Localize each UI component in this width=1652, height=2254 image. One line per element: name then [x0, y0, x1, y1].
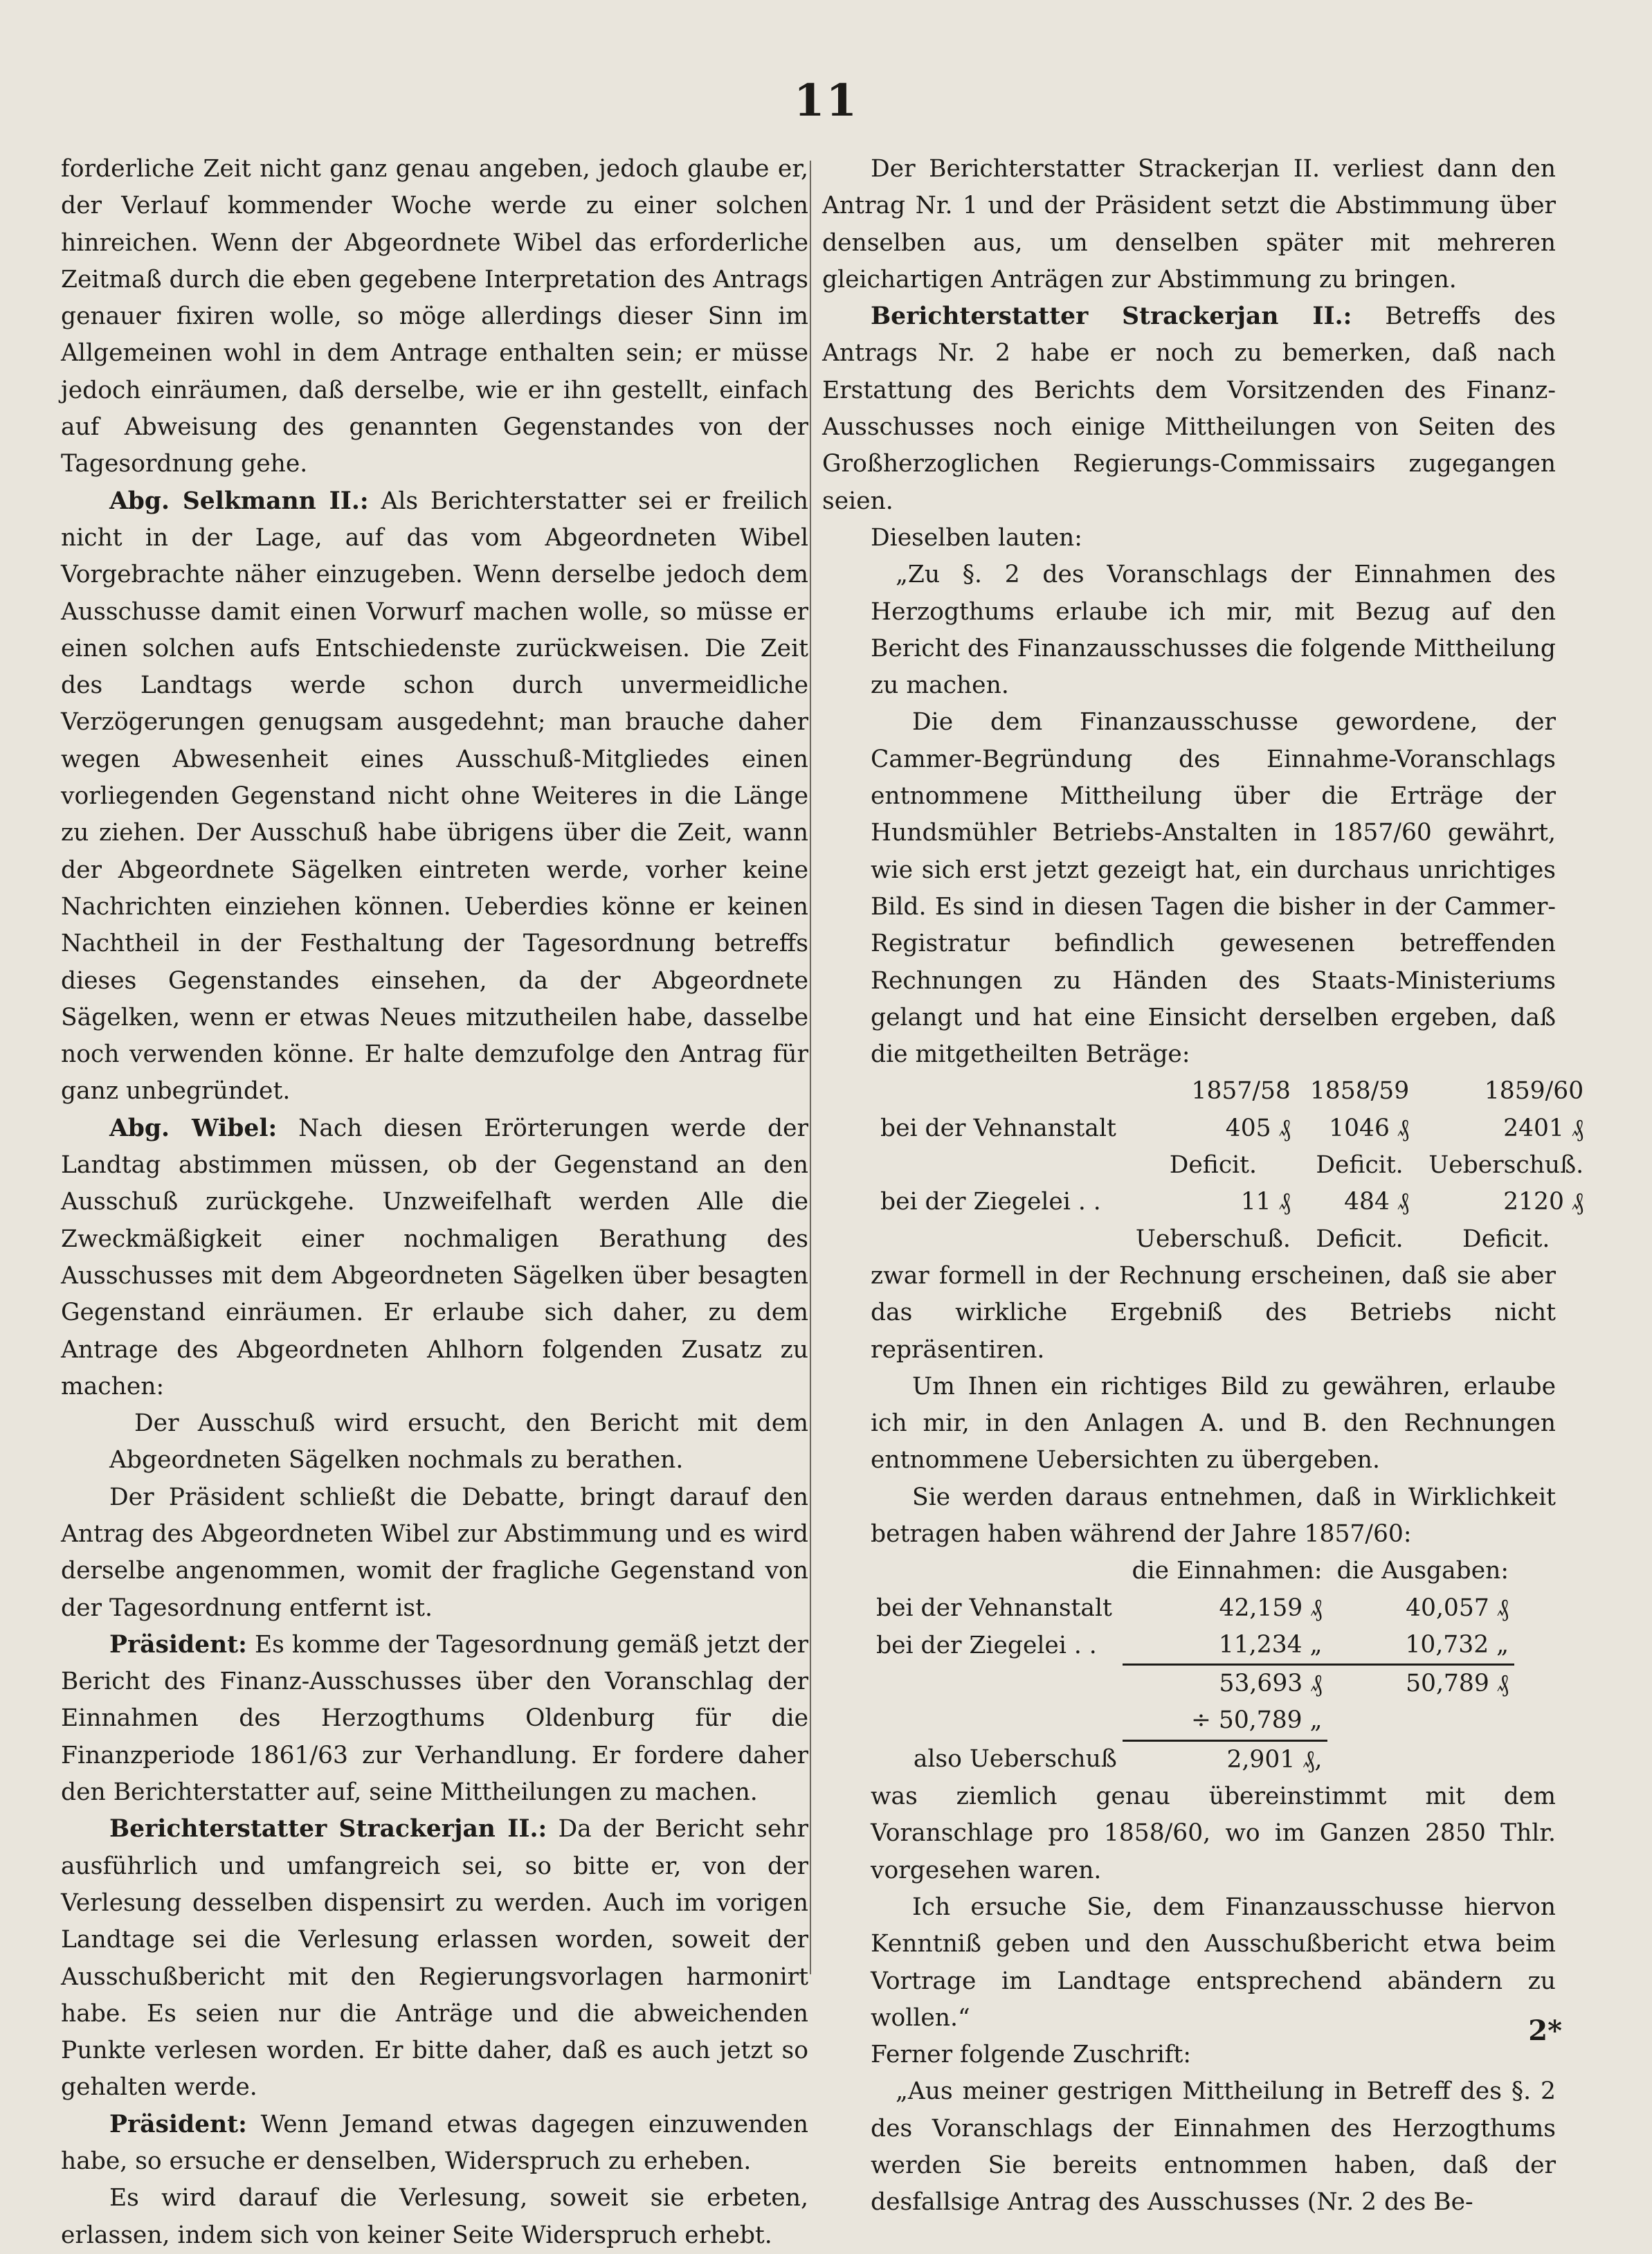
- speech-text: Betreffs des Antrags Nr. 2 habe er noch zu bemerken, daß nach Erstattung des Berichts dem Vorsitzenden des Finanz-Ausschusses noch einige Mittheilungen von Seiten des Großherzoglichen Regierungs-Commissairs zugegangen seien.: [822, 303, 1556, 515]
- speaker-name: Abg. Wibel:: [109, 1114, 278, 1142]
- paragraph: Der Präsident schließt die Debatte, bringt darauf den Antrag des Abgeordneten Wibel zur Abstimmung und es wird derselbe angenommen, womit der fragliche Gegenstand von der Tagesordnung entfernt ist.: [61, 1483, 808, 1622]
- note-cell: Ueberschuß.: [1135, 1225, 1291, 1253]
- note-cell: Deficit.: [1316, 1225, 1404, 1253]
- table-row: [871, 1110, 1593, 1147]
- row-label: bei der Vehnanstalt: [880, 1114, 1116, 1142]
- paragraph: forderliche Zeit nicht ganz genau angeben, jedoch glaube er, der Verlauf kommender Woche werde zu einer solchen hinreichen. Wenn der Abgeordnete Wibel das erforderliche Zeitmaß durch die eben gegebene Interpretation des Antrags genauer fixiren wolle, so möge allerdings dieser Sinn im Allgemeinen wohl in dem Antrage enthalten sein; er müsse jedoch einräumen, daß derselbe, wie er ihn gestellt, einfach auf Abweisung des genannten Gegenstandes von der Tagesordnung gehe.: [61, 155, 808, 478]
- paragraph: [61, 483, 808, 1110]
- amount-cell: 2401 ₰: [1503, 1114, 1584, 1142]
- speaker-name: Berichterstatter Strackerjan II.:: [109, 1815, 547, 1843]
- row-label: bei der Ziegelei . .: [876, 1631, 1097, 1659]
- table-row: [871, 1184, 1593, 1220]
- amount-cell: 11,234 „: [1218, 1630, 1323, 1659]
- quoted-paragraph: Um Ihnen ein richtiges Bild zu gewähren, erlaube ich mir, in den Anlagen A. und B. den Rechnungen entnommene Uebersichten zu übergeben.: [871, 1372, 1556, 1475]
- quoted-paragraph: Sie werden daraus entnehmen, daß in Wirklichkeit betragen haben während der Jahre 1857/60:: [871, 1483, 1556, 1548]
- paragraph: Ferner folgende Zuschrift:: [871, 2041, 1192, 2069]
- paragraph: Es wird darauf die Verlesung, soweit sie erbeten, erlassen, indem sich von keiner Seite Widerspruch erhebt.: [61, 2184, 808, 2249]
- column-header: die Einnahmen:: [1132, 1557, 1323, 1585]
- note-cell: Deficit.: [1316, 1151, 1404, 1180]
- quoted-paragraph: „Zu §. 2 des Voranschlags der Einnahmen des Herzogthums erlaube ich mir, mit Bezug auf den Bericht des Finanzausschusses die folgende Mittheilung zu machen.: [871, 561, 1556, 700]
- amount-cell: 484 ₰: [1344, 1188, 1410, 1216]
- quoted-paragraph: „Aus meiner gestrigen Mittheilung in Betreff des §. 2 des Voranschlags der Einnahmen des Herzogthums werden Sie bereits entnommen haben, daß der desfallsige Antrag des Ausschusses (Nr. 2 des Be-: [871, 2077, 1556, 2217]
- paragraph: Der Berichterstatter Strackerjan II. verliest dann den Antrag Nr. 1 und der Präsident setzt die Abstimmung über denselben aus, um denselben später mit mehreren gleichartigen Anträgen zur Abstimmung zu bringen.: [822, 155, 1556, 294]
- note-cell: Ueberschuß.: [1428, 1151, 1584, 1180]
- motion-text: Der Ausschuß wird ersucht, den Bericht mit dem Abgeordneten Sägelken nochmals zu berathen.: [109, 1409, 808, 1475]
- table-row: [871, 1553, 1514, 1589]
- speech-text: Wenn Jemand etwas dagegen einzuwenden habe, so ersuche er denselben, Widerspruch zu erheben.: [61, 2110, 808, 2176]
- note-cell: Deficit.: [1462, 1225, 1550, 1253]
- amount-cell: 2120 ₰: [1503, 1188, 1584, 1216]
- amount-cell: 11 ₰: [1240, 1188, 1291, 1216]
- table-row: [871, 1702, 1514, 1740]
- note-cell: Deficit.: [1169, 1151, 1258, 1180]
- year-header: 1858/59: [1309, 1077, 1410, 1106]
- page-number: 11: [793, 75, 859, 127]
- amount-cell: 405 ₰: [1225, 1114, 1291, 1142]
- paragraph: [61, 1811, 808, 2106]
- table-row: [871, 1740, 1514, 1778]
- paragraph: [61, 2107, 808, 2181]
- sum-cell: 53,693 ₰: [1123, 1665, 1328, 1703]
- row-label: also Ueberschuß: [913, 1745, 1117, 1774]
- column-header: die Ausgaben:: [1336, 1557, 1509, 1585]
- year-header: 1857/58: [1191, 1077, 1291, 1106]
- amount-cell: 1046 ₰: [1329, 1114, 1410, 1142]
- signature-mark: 2*: [1528, 2014, 1562, 2047]
- year-header: 1859/60: [1484, 1077, 1584, 1106]
- paragraph: Dieselben lauten:: [871, 523, 1082, 552]
- speaker-name: Berichterstatter Strackerjan II.:: [871, 303, 1352, 331]
- quoted-paragraph: Ich ersuche Sie, dem Finanzausschusse hiervon Kenntniß geben und den Ausschußbericht etwa beim Vortrage im Landtage entsprechend abändern zu wollen.“: [871, 1893, 1556, 2032]
- column-divider: [810, 161, 811, 1974]
- table-row: [871, 1147, 1593, 1184]
- amount-cell: 10,732 „: [1405, 1630, 1509, 1659]
- paragraph: [822, 298, 1556, 520]
- table-row: [871, 1627, 1514, 1665]
- left-column: [61, 151, 808, 2254]
- table-row: [871, 1073, 1593, 1110]
- amount-cell: 42,159 ₰: [1219, 1594, 1323, 1622]
- table-row: [871, 1221, 1593, 1258]
- amount-cell: 40,057 ₰: [1406, 1594, 1509, 1622]
- row-label: bei der Vehnanstalt: [876, 1594, 1112, 1622]
- quoted-paragraph: Die dem Finanzausschusse gewordene, der Cammer-Begründung des Einnahme-Voranschlags entnommene Mittheilung über die Erträge der Hundsmühler Betriebs-Anstalten in 1857/60 gewährt, wie sich erst jetzt gezeigt hat, ein durchaus unrichtiges Bild. Es sind in diesen Tagen die bisher in der Cammer-Registratur befindlich gewesenen betreffenden Rechnungen zu Händen des Staats-Ministeriums gelangt und hat eine Einsicht derselben ergeben, daß die mitgetheilten Beträge:: [871, 708, 1556, 1069]
- surplus-cell: 2,901 ₰,: [1123, 1740, 1328, 1778]
- speech-text: Als Berichterstatter sei er freilich nicht in der Lage, auf das vom Abgeordneten Wibel Vorgebrachte näher einzugeben. Wenn derselbe jedoch dem Ausschusse damit einen Vorwurf machen wolle, so müsse er einen solchen aufs Entschiedenste zurückweisen. Die Zeit des Landtags werde schon durch unvermeidliche Verzögerungen genugsam ausgedehnt; man brauche daher wegen Abwesenheit eines Ausschuß-Mitgliedes einen vorliegenden Gegenstand nicht ohne Weiteres in die Länge zu ziehen. Der Ausschuß habe übrigens über die Zeit, wann der Abgeordnete Sägelken eintreten werde, vorher keine Nachrichten einziehen können. Ueberdies könne er keinen Nachtheil in der Festhaltung der Tagesordnung betreffs dieses Gegenstandes einsehen, da der Abgeordnete Sägelken, wenn er etwas Neues mitzutheilen habe, dasselbe noch verwenden könne. Er halte demzufolge den Antrag für ganz unbegründet.: [61, 487, 808, 1106]
- paragraph: [61, 1110, 808, 1405]
- sum-cell: 50,789 ₰: [1327, 1665, 1514, 1703]
- quoted-paragraph: was ziemlich genau übereinstimmt mit dem Voranschlage pro 1858/60, wo im Ganzen 2850 Thlr. vorgesehen waren.: [871, 1783, 1556, 1884]
- paragraph: [61, 1627, 808, 1811]
- yearly-amounts-table: [871, 1073, 1593, 1257]
- right-column: [822, 151, 1584, 2221]
- speaker-name: Abg. Selkmann II.:: [109, 487, 369, 515]
- totals-table: [871, 1553, 1514, 1778]
- table-row: [871, 1590, 1514, 1627]
- speech-text: Es komme der Tagesordnung gemäß jetzt der Bericht des Finanz-Ausschusses über den Voranschlag der Einnahmen des Herzogthums Oldenburg für die Finanzperiode 1861/63 zur Verhandlung. Er fordere daher den Berichterstatter auf, seine Mittheilungen zu machen.: [61, 1630, 808, 1807]
- row-label: bei der Ziegelei . .: [880, 1188, 1101, 1216]
- speech-text: Da der Bericht sehr ausführlich und umfangreich sei, so bitte er, von der Verlesung desselben dispensirt zu werden. Auch im vorigen Landtage sei die Verlesung erlassen worden, soweit der Ausschußbericht mit den Regierungsvorlagen harmonirt habe. Es seien nur die Anträge und die abweichenden Punkte verlesen worden. Er bitte daher, daß es auch jetzt so gehalten werde.: [61, 1815, 808, 2102]
- table-row: [871, 1665, 1514, 1703]
- subtraction-cell: ÷ 50,789 „: [1191, 1706, 1323, 1735]
- speaker-name: Präsident:: [109, 1630, 247, 1659]
- speaker-name: Präsident:: [109, 2110, 247, 2138]
- speech-text: Nach diesen Erörterungen werde der Landtag abstimmen müssen, ob der Gegenstand an den Ausschuß zurückgehe. Unzweifelhaft werden Alle die Zweckmäßigkeit einer nochmaligen Berathung des Ausschusses mit dem Abgeordneten Sägelken über besagten Gegenstand einräumen. Er erlaube sich daher, zu dem Antrage des Abgeordneten Ahlhorn folgenden Zusatz zu machen:: [61, 1114, 808, 1400]
- quoted-paragraph: zwar formell in der Rechnung erscheinen, daß sie aber das wirkliche Ergebniß des Betriebs nicht repräsentiren.: [871, 1261, 1556, 1364]
